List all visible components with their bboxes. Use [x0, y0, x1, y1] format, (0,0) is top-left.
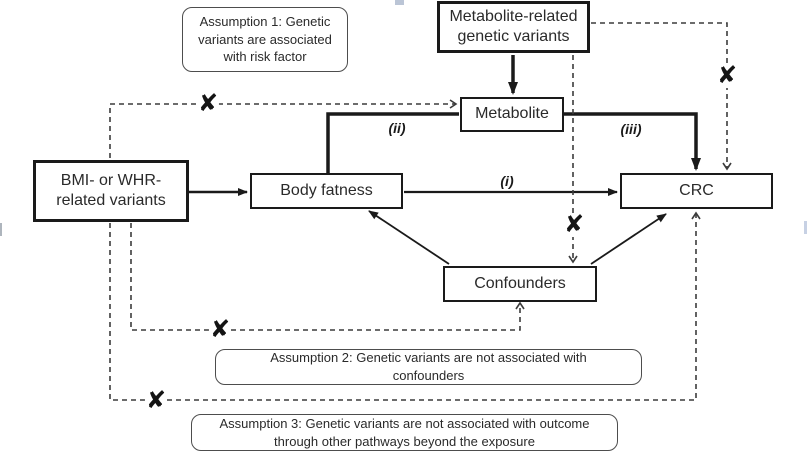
node-confounders	[443, 266, 597, 302]
cross-icon: ✘	[145, 387, 167, 414]
node-confounders-label: Confounders	[474, 274, 566, 292]
node-bmi-variants-line2: related variants	[56, 192, 166, 209]
node-metabolite-variants-line2: genetic variants	[457, 28, 570, 45]
assumption3-box	[191, 414, 618, 451]
dashed-metvariants-to-crc	[591, 23, 727, 169]
assumption2-line1: Assumption 2: Genetic variants are not associated with	[270, 350, 587, 366]
edge-label-iii: (iii)	[620, 121, 642, 137]
node-crc	[620, 173, 773, 209]
assumption3-line2: through other pathways beyond the exposure	[274, 433, 535, 449]
assumption1-text: Assumption 1: Genetic variants are associated with risk factor	[198, 14, 332, 65]
node-bmi-variants	[33, 160, 189, 222]
node-body-fatness-label: Body fatness	[280, 181, 373, 199]
node-crc-label: CRC	[679, 181, 714, 199]
node-metabolite-variants-line1: Metabolite-related	[449, 7, 578, 25]
node-metabolite	[460, 97, 564, 132]
cross-icon: ✘	[209, 316, 231, 343]
assumption2-line2: confounders	[392, 368, 465, 383]
edge-confounders-to-bodyfatness	[369, 211, 449, 264]
assumption2-box	[215, 349, 642, 385]
assumption3-line1: Assumption 3: Genetic variants are not associated with outcome	[219, 415, 590, 431]
assumption1-box	[182, 7, 348, 72]
cross-icon: ✘	[197, 90, 219, 117]
left-edge-tick-artifact	[0, 223, 2, 236]
edge-label-ii: (ii)	[388, 120, 406, 136]
node-metabolite-label: Metabolite	[475, 105, 549, 123]
node-body-fatness	[250, 173, 403, 209]
selection-handle-artifact	[395, 0, 404, 5]
node-metabolite-variants	[437, 1, 590, 53]
edge-confounders-to-crc	[591, 214, 666, 264]
cross-icon: ✘	[563, 211, 585, 238]
cross-icon: ✘	[716, 62, 738, 89]
edge-label-i: (i)	[500, 173, 514, 189]
node-bmi-variants-line1: BMI- or WHR-	[60, 171, 162, 189]
